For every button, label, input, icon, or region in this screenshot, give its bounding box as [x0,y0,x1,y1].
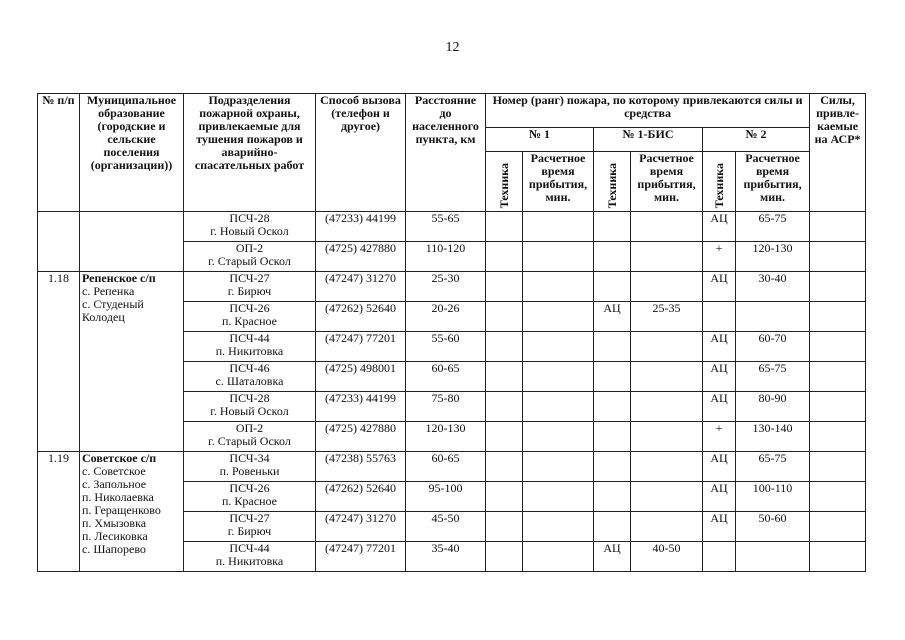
table-row: ПСЧ-26 п. Красное (47262) 52640 20-26 АЦ 25-35 [38,302,866,332]
header-arrival-2: Расчетное время прибытия, мин. [736,152,810,212]
group-municipality-1-18: Репенское с/п с. Репенка с. Студеный Колодец [80,272,184,452]
table-row: ПСЧ-44 п. Никитовка (47247) 77201 55-60 АЦ 60-70 [38,332,866,362]
fire-forces-table [37,93,866,572]
header-distance: Расстояние до населенного пункта, км [406,94,486,212]
header-arrival-1bis: Расчетное время прибытия, мин. [631,152,703,212]
header-unit: Подразделения пожарной охраны, привлекаемые для тушения пожаров и аварийно-спасательных работ [184,94,316,212]
header-asr: Силы, привле-каемые на АСР* [810,94,866,212]
table-row: ПСЧ-26 п. Красное (47262) 52640 95-100 АЦ 100-110 [38,482,866,512]
header-rank-2: № 2 [703,128,810,152]
group-num-1-19: 1.19 [38,452,80,572]
table-row: ОП-2 г. Старый Оскол (4725) 427880 110-120 + 120-130 [38,242,866,272]
header-tech-2: Техника [711,162,726,208]
table-row: ОП-2 г. Старый Оскол (4725) 427880 120-130 + 130-140 [38,422,866,452]
group-municipality-1-19: Советское с/п с. Советское с. Запольное п. Николаевка п. Геращенково п. Хмызовка п. Лесиковка с. Шапорево [80,452,184,572]
header-rank-1: № 1 [486,128,594,152]
table-row: 1.18 Репенское с/п с. Репенка с. Студеный Колодец ПСЧ-27 г. Бирюч (47247) 31270 25-30 АЦ 30-40 [38,272,866,302]
table-row: ПСЧ-28 г. Новый Оскол (47233) 44199 75-80 АЦ 80-90 [38,392,866,422]
group-num-1-18: 1.18 [38,272,80,452]
header-tech-1: Техника [496,162,511,208]
table-row: ПСЧ-27 г. Бирюч (47247) 31270 45-50 АЦ 50-60 [38,512,866,542]
table-row: ПСЧ-28 г. Новый Оскол (47233) 44199 55-65 АЦ 65-75 [38,212,866,242]
header-fire-rank: Номер (ранг) пожара, по которому привлекаются силы и средства [486,94,810,128]
header-arrival-1: Расчетное время прибытия, мин. [523,152,594,212]
table-row: ПСЧ-46 с. Шаталовка (4725) 498001 60-65 АЦ 65-75 [38,362,866,392]
header-municipality: Муниципальное образование (городские и сельские поселения (организации)) [80,94,184,212]
page-number: 12 [445,40,460,55]
header-tech-1bis: Техника [604,162,619,208]
header-num: № п/п [38,94,80,212]
header-rank-1bis: № 1-БИС [594,128,703,152]
table-row: ПСЧ-44 п. Никитовка (47247) 77201 35-40 АЦ 40-50 [38,542,866,572]
table-row: 1.19 Советское с/п с. Советское с. Запольное п. Николаевка п. Геращенково п. Хмызовка п. Лесиковка с. Шапорево ПСЧ-34 п. Ровеньки (47238) 55763 60-65 АЦ 65-75 [38,452,866,482]
header-call-method: Способ вызова (телефон и другое) [316,94,406,212]
